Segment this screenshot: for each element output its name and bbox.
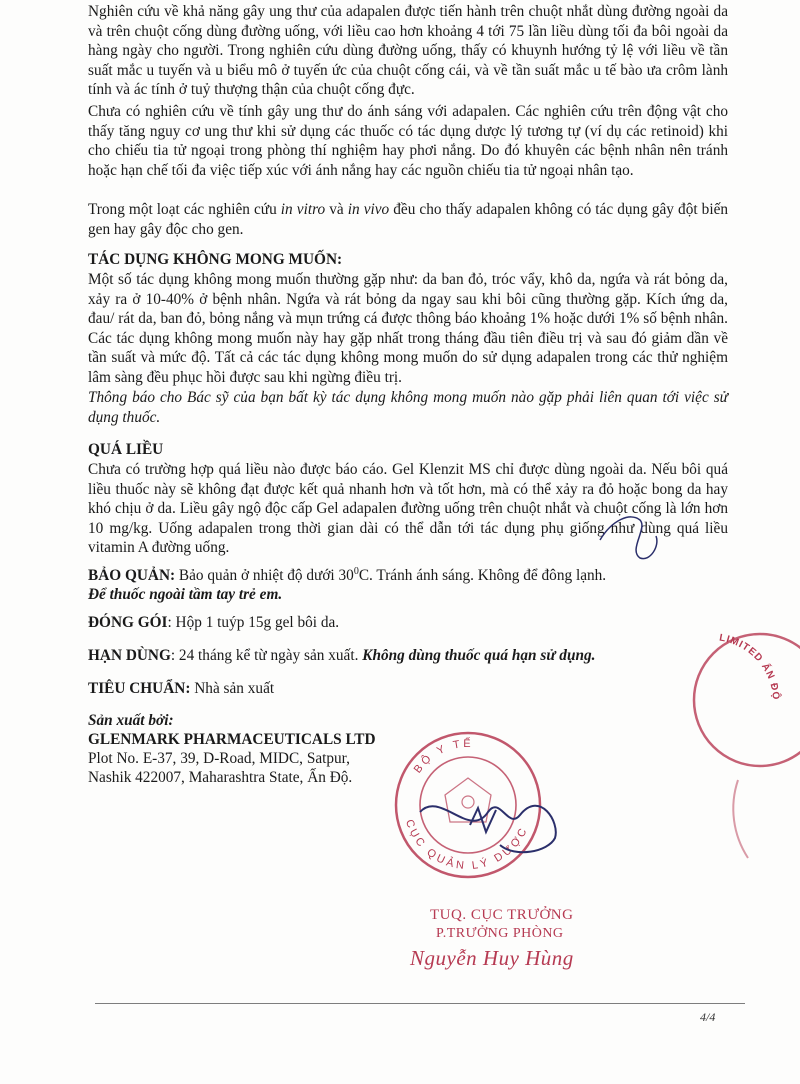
stamp-bottom-text: CỤC QUẢN LÝ DƯỢC [402,817,531,873]
storage-warning: Để thuốc ngoài tầm tay trẻ em. [88,586,283,603]
approval-stamp [396,733,540,877]
company-stamp-text: LIMITED ẤN ĐỘ [718,632,782,701]
company-stamp-arc [733,780,748,858]
shelf-life-line: HẠN DÙNG: 24 tháng kể từ ngày sản xuất. Không dùng thuốc quá hạn sử dụng. [88,647,596,664]
overdose-body: Chưa có trường hợp quá liều nào được báo cáo. Gel Klenzit MS chỉ được dùng ngoài da. Nếu bôi quá liều thuốc này sẽ không đạt được kết quả nhanh hơn và tốt hơn, mà có thể xảy ra đỏ hoặc bong da hay khó chịu ở da. Liều gây ngộ độc cấp Gel adapalen đường uống trên chuột nhắt và chuột cống là lớn hơn 10 mg/kg. Uống adapalen trong thời gian dài có thể dẫn tới tác dụng phụ giống như dùng quá liều vitamin A đường uống. [88,461,728,557]
manufacturer-address-line2: Nashik 422007, Maharashtra State, Ấn Độ. [88,769,353,786]
stamp-emblem-star [462,796,474,808]
approval-signer-name: Nguyễn Huy Hùng [410,946,574,970]
carcinogenicity-paragraph: Nghiên cứu về khả năng gây ung thư của adapalen được tiến hành trên chuột nhắt dùng đường ngoài da và trên chuột cống dùng đường uống, với liều cao hơn khoảng 4 tới 75 lần liều dùng tối đa bôi ngoài da hàng ngày cho người. Trong nghiên cứu dùng đường uống, thấy có khuynh hướng tỷ lệ với liều về tần suất mắc u tuyến và u biểu mô ở tuyến ức của chuột cống cái, và về tần suất mắc u tế bào ưa crôm lành tính và ác tính ở tuỷ thượng thận của chuột cống đực. [88,3,728,99]
mutagenicity-paragraph: Trong một loạt các nghiên cứu in vitro và in vivo đều cho thấy adapalen không có tác dụng gây đột biến gen hay gây độc cho gen. [88,201,729,238]
approval-line1: TUQ. CỤC TRƯỞNG [430,907,574,923]
standard-line: TIÊU CHUẨN: Nhà sản xuất [88,680,275,697]
approval-line2: P.TRƯỞNG PHÒNG [436,926,564,941]
side-effects-body: Một số tác dụng không mong muốn thường gặp như: da ban đỏ, tróc vẩy, khô da, ngứa và rát bỏng da, xảy ra ở 10-40% ở bệnh nhân. Ngứa và rát bỏng da ngay sau khi bôi cũng thường gặp. Kích ứng da, đau/ rát da, ban đỏ, bỏng nắng và mụn trứng cá được thông báo khoảng 1% hoặc dưới 1% số bệnh nhân. Các tác dụng không mong muốn này hay gặp nhất trong tháng đầu tiên điều trị và sau đó giảm dần về tần suất và mức độ. Tất cả các tác dụng không mong muốn do sử dụng adapalen trong các thử nghiệm lâm sàng đều phục hồi được sau khi ngừng điều trị. [88,271,728,386]
manufacturer-address-line1: Plot No. E-37, 39, D-Road, MIDC, Satpur, [88,750,350,767]
photocarcinogenicity-paragraph: Chưa có nghiên cứu về tính gây ung thư do ánh sáng với adapalen. Các nghiên cứu trên động vật cho thấy tăng nguy cơ ung thư khi sử dụng các thuốc có tác dụng dược lý tương tự (ví dụ các retinoid) khi cho chiếu tia tử ngoại trong phòng thí nghiệm hay phơi nắng. Do đó khuyên các bệnh nhân nên tránh hoặc hạn chế tối đa việc tiếp xúc với ánh nắng hay các nguồn chiếu tia tử ngoại nhân tạo. [88,103,728,179]
stamp-outer-ring [396,733,540,877]
storage-line: BẢO QUẢN: Bảo quản ở nhiệt độ dưới $30^0C$. Tránh ánh sáng. Không để đông lạnh. [88,565,607,584]
manufacturer-name: GLENMARK PHARMACEUTICALS LTD [88,731,376,748]
initial-signature [600,517,657,559]
page-number: 4/4 [700,1010,716,1024]
packaging-line: ĐÓNG GÓI: Hộp 1 tuýp 15g gel bôi da. [88,614,340,631]
manufacturer-by-label: Sản xuất bởi: [88,712,174,729]
company-stamp [694,633,800,858]
footer-divider [95,1003,745,1004]
stamp-inner-ring [420,757,516,853]
overdose-heading: QUÁ LIỀU [88,441,164,458]
stamp-top-text: BỘ Y TẾ [411,737,474,776]
side-effects-heading: TÁC DỤNG KHÔNG MONG MUỐN: [88,251,343,268]
side-effects-warning: Thông báo cho Bác sỹ của bạn bất kỳ tác dụng không mong muốn nào gặp phải liên quan tới việc sử dụng thuốc. [88,389,728,426]
